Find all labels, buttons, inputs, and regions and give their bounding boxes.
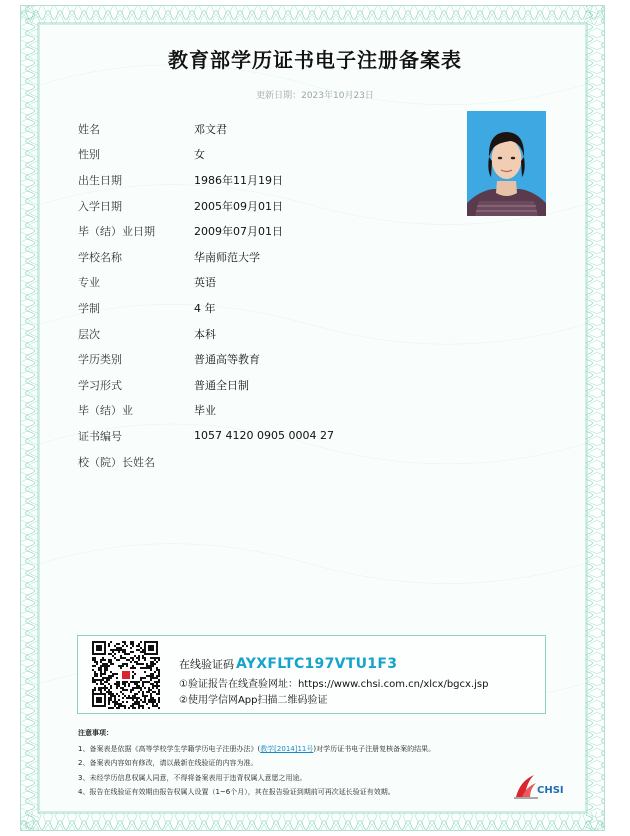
update-date: 更新日期：2023年10月23日 <box>256 91 374 101</box>
field-value: 普通高等教育 <box>194 353 260 367</box>
field-value: 英语 <box>194 276 216 290</box>
field-value: 1057 4120 0905 0004 27 <box>194 429 334 443</box>
field-row <box>78 116 458 142</box>
field-label: 姓名 <box>78 122 100 136</box>
field-row <box>78 295 458 321</box>
notes-list <box>78 742 518 800</box>
field-label: 专业 <box>78 276 100 290</box>
note-text: 2、备案表内容如有修改，请以最新在线验证的内容为准。 <box>78 759 258 767</box>
field-label: 学历类别 <box>78 353 122 367</box>
field-value: 本科 <box>194 327 216 341</box>
field-value: 2005年09月01日 <box>194 199 283 213</box>
note-text: 1、备案表是依据《高等学校学生学籍学历电子注册办法》( <box>78 744 261 753</box>
field-label: 性别 <box>78 148 100 162</box>
field-label: 证书编号 <box>78 429 122 443</box>
field-label: 出生日期 <box>78 173 122 187</box>
field-row <box>78 398 458 424</box>
verification-url-line: ①验证报告在线查验网址：https://www.chsi.com.cn/xlcx/bgcx.jsp <box>179 679 489 690</box>
note-item <box>78 771 518 786</box>
student-photo <box>467 111 546 216</box>
field-row <box>78 321 458 347</box>
field-value: 邓文君 <box>194 122 227 136</box>
field-row <box>78 449 458 475</box>
verification-code-label: 在线验证码 <box>179 658 234 671</box>
note-link[interactable]: 教学[2014]11号 <box>260 744 314 753</box>
field-value: 女 <box>194 148 205 162</box>
field-label: 学校名称 <box>78 250 122 264</box>
note-item <box>78 756 518 771</box>
record-fields <box>78 116 458 474</box>
document-title: 教育部学历证书电子注册备案表 <box>168 48 462 72</box>
field-value: 华南师范大学 <box>194 250 260 264</box>
verification-app-line: ②使用学信网App扫描二维码验证 <box>179 695 328 706</box>
field-row <box>78 346 458 372</box>
field-label: 学习形式 <box>78 378 122 392</box>
field-row <box>78 372 458 398</box>
note-text: )对学历证书电子注册复核备案的结果。 <box>313 744 436 753</box>
field-label: 毕（结）业 <box>78 404 133 418</box>
field-label: 毕（结）业日期 <box>78 225 155 239</box>
chsi-logo-text: CHSI <box>537 785 564 796</box>
field-label: 入学日期 <box>78 199 122 213</box>
field-row <box>78 167 458 193</box>
notes-title: 注意事项： <box>78 729 113 737</box>
field-value: 普通全日制 <box>194 378 249 392</box>
field-row <box>78 423 458 449</box>
field-row <box>78 270 458 296</box>
notes-section <box>78 726 518 800</box>
field-row <box>78 218 458 244</box>
field-label: 层次 <box>78 327 100 341</box>
field-row <box>78 193 458 219</box>
field-value: 毕业 <box>194 404 216 418</box>
field-row <box>78 142 458 168</box>
chsi-logo <box>512 771 562 801</box>
field-value: 4 年 <box>194 301 216 315</box>
verification-code-line <box>179 656 397 672</box>
field-label: 学制 <box>78 301 100 315</box>
verification-code: AYXFLTC197VTU1F3 <box>236 656 398 672</box>
field-value: 2009年07月01日 <box>194 225 283 239</box>
field-value: 1986年11月19日 <box>194 173 283 187</box>
note-item <box>78 785 518 800</box>
field-row <box>78 244 458 270</box>
note-text: 4、报告在线验证有效期由报告权属人设置（1~6个月），其在报告验证到期前可再次延长验证有效期。 <box>78 788 395 796</box>
note-text: 3、未经学历信息权属人同意，不得将备案表用于违背权属人意愿之用途。 <box>78 773 307 782</box>
verification-box <box>77 635 546 714</box>
field-label: 校（院）长姓名 <box>78 455 155 469</box>
note-item <box>78 742 518 757</box>
qr-code-icon[interactable] <box>92 641 160 709</box>
